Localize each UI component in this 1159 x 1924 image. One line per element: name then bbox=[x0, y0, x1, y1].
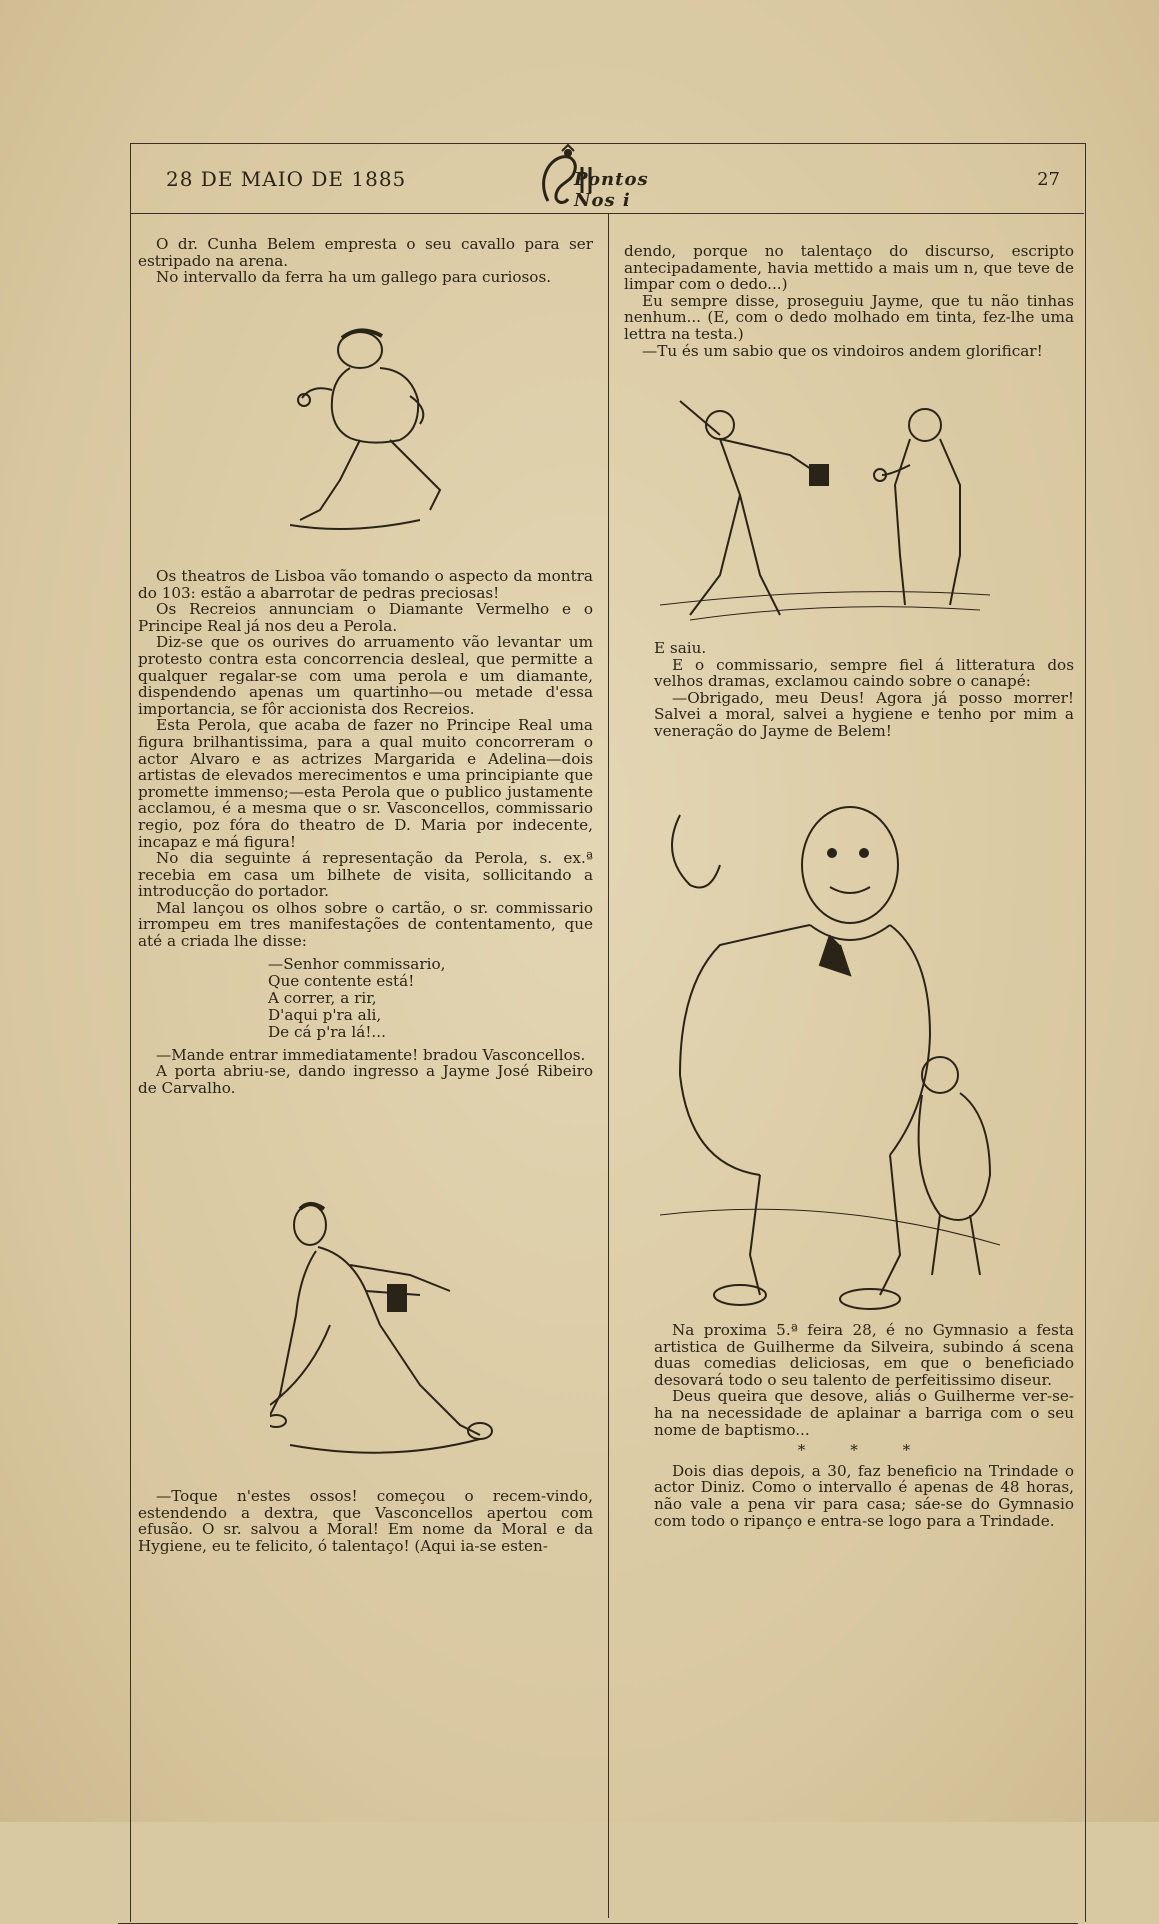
left-column-middle bbox=[138, 568, 593, 1096]
masthead-logo bbox=[528, 143, 688, 213]
paragraph: E saiu. bbox=[654, 639, 707, 657]
left-column-bottom bbox=[138, 1488, 593, 1554]
paragraph: E o commissario, sempre fiel á litteratura dos velhos dramas, exclamou caindo sobre o canapé: bbox=[654, 655, 1074, 691]
section-separator: * * * bbox=[797, 1441, 931, 1460]
paragraph: Diz-se que os ourives do arruamento vão levantar um protesto contra esta concorrencia desleal, que permitte a qualquer regalar-se com uma perola e um diamante, dispendendo apenas um quartinho—ou metade d'essa importancia, se fôr accionista dos Recreios. bbox=[138, 633, 593, 718]
paragraph: No intervallo da ferra ha um gallego para curiosos. bbox=[156, 268, 552, 287]
paragraph: —Tu és um sabio que os vindoiros andem glorificar! bbox=[642, 341, 1043, 360]
left-column-top bbox=[138, 236, 593, 286]
paragraph: Deus queira que desove, aliás o Guilherme ver-se-ha na necessidade de aplainar a barriga com o seu nome de baptismo... bbox=[654, 1387, 1074, 1439]
verse-line: Que contente está! bbox=[268, 971, 415, 990]
verse-line: De cá p'ra lá!... bbox=[268, 1022, 386, 1041]
paragraph: —Toque n'estes ossos! começou o recem-vindo, estendendo a dextra, que Vasconcellos apertou com efusão. O sr. salvou a Moral! Em nome da Moral e da Hygiene, eu te felicito, ó talentaço! (Aqui ia-se esten- bbox=[138, 1487, 593, 1555]
right-column-bottom bbox=[654, 1322, 1074, 1529]
paragraph: O dr. Cunha Belem empresta o seu cavallo para ser estripado na arena. bbox=[138, 235, 593, 270]
right-column-top bbox=[624, 243, 1074, 359]
paragraph: —Mande entrar immediatamente! bradou Vasconcellos. bbox=[156, 1045, 586, 1064]
paragraph: A porta abriu-se, dando ingresso a Jayme José Ribeiro de Carvalho. bbox=[138, 1062, 593, 1097]
issue-date: 28 DE MAIO DE 1885 bbox=[166, 167, 407, 191]
illustration-running-man bbox=[290, 320, 475, 545]
paragraph: Os Recreios annunciam o Diamante Vermelho e o Principe Real já nos deu a Perola. bbox=[138, 600, 593, 635]
paragraph: Na proxima 5.ª feira 28, é no Gymnasio a festa artistica de Guilherme da Silveira, subindo á scena duas comedias deliciosas, em que o beneficiado desovará todo o seu talento de perfeitissimo diseur. bbox=[654, 1321, 1074, 1389]
verse-line: A correr, a rir, bbox=[268, 988, 377, 1007]
paragraph: dendo, porque no talentaço do discurso, escripto antecipadamente, havia mettido a mais um n, que teve de limpar com o dedo...) bbox=[624, 242, 1074, 294]
illustration-two-men bbox=[660, 395, 1000, 625]
paragraph: Mal lançou os olhos sobre o cartão, o sr. commissario irrompeu em tres manifestações de contentamento, que até a criada lhe disse: bbox=[138, 898, 593, 951]
page-header bbox=[130, 143, 1084, 214]
illustration-fat-man-with-dog bbox=[660, 775, 1010, 1315]
paragraph: Dois dias depois, a 30, faz beneficio na Trindade o actor Diniz. Como o intervallo é apenas de 48 horas, não vale a pena vir para casa; sáe-se do Gymnasio com todo o ripanço e entra-se logo para a Trindade. bbox=[654, 1461, 1074, 1530]
logo-text: Pontos Nos i bbox=[574, 169, 649, 211]
paragraph: Eu sempre disse, proseguiu Jayme, que tu não tinhas nenhum... (E, com o dedo molhado em tinta, fez-lhe uma lettra na testa.) bbox=[624, 291, 1074, 343]
page-number: 27 bbox=[1037, 169, 1060, 190]
column-divider bbox=[608, 213, 609, 1918]
verse-line: D'aqui p'ra ali, bbox=[268, 1005, 382, 1024]
paragraph: No dia seguinte á representação da Perola, s. ex.ª recebia em casa um bilhete de visita, sollicitando a introducção do portador. bbox=[138, 849, 593, 901]
verse-line: —Senhor commissario, bbox=[268, 954, 446, 973]
illustration-striding-man bbox=[270, 1195, 525, 1465]
paragraph: —Obrigado, meu Deus! Agora já posso morrer! Salvei a moral, salvei a hygiene e tenho por mim a veneração do Jayme de Belem! bbox=[654, 688, 1074, 740]
verse-block bbox=[138, 956, 593, 1041]
paragraph: Esta Perola, que acaba de fazer no Principe Real uma figura brilhantissima, para a qual muito concorreram o actor Alvaro e as actrizes Margarida e Adelina—dois artistas de elevados merecimentos e uma principiante que promette immenso;—esta Perola que o publico justamente acclamou, é a mesma que o sr. Vasconcellos, commissario regio, poz fóra do theatro de D. Maria por indecente, incapaz e má figura! bbox=[138, 716, 593, 851]
paragraph: Os theatros de Lisboa vão tomando o aspecto da montra do 103: estão a abarrotar de pedras preciosas! bbox=[138, 567, 593, 602]
right-column-middle bbox=[654, 640, 1074, 740]
